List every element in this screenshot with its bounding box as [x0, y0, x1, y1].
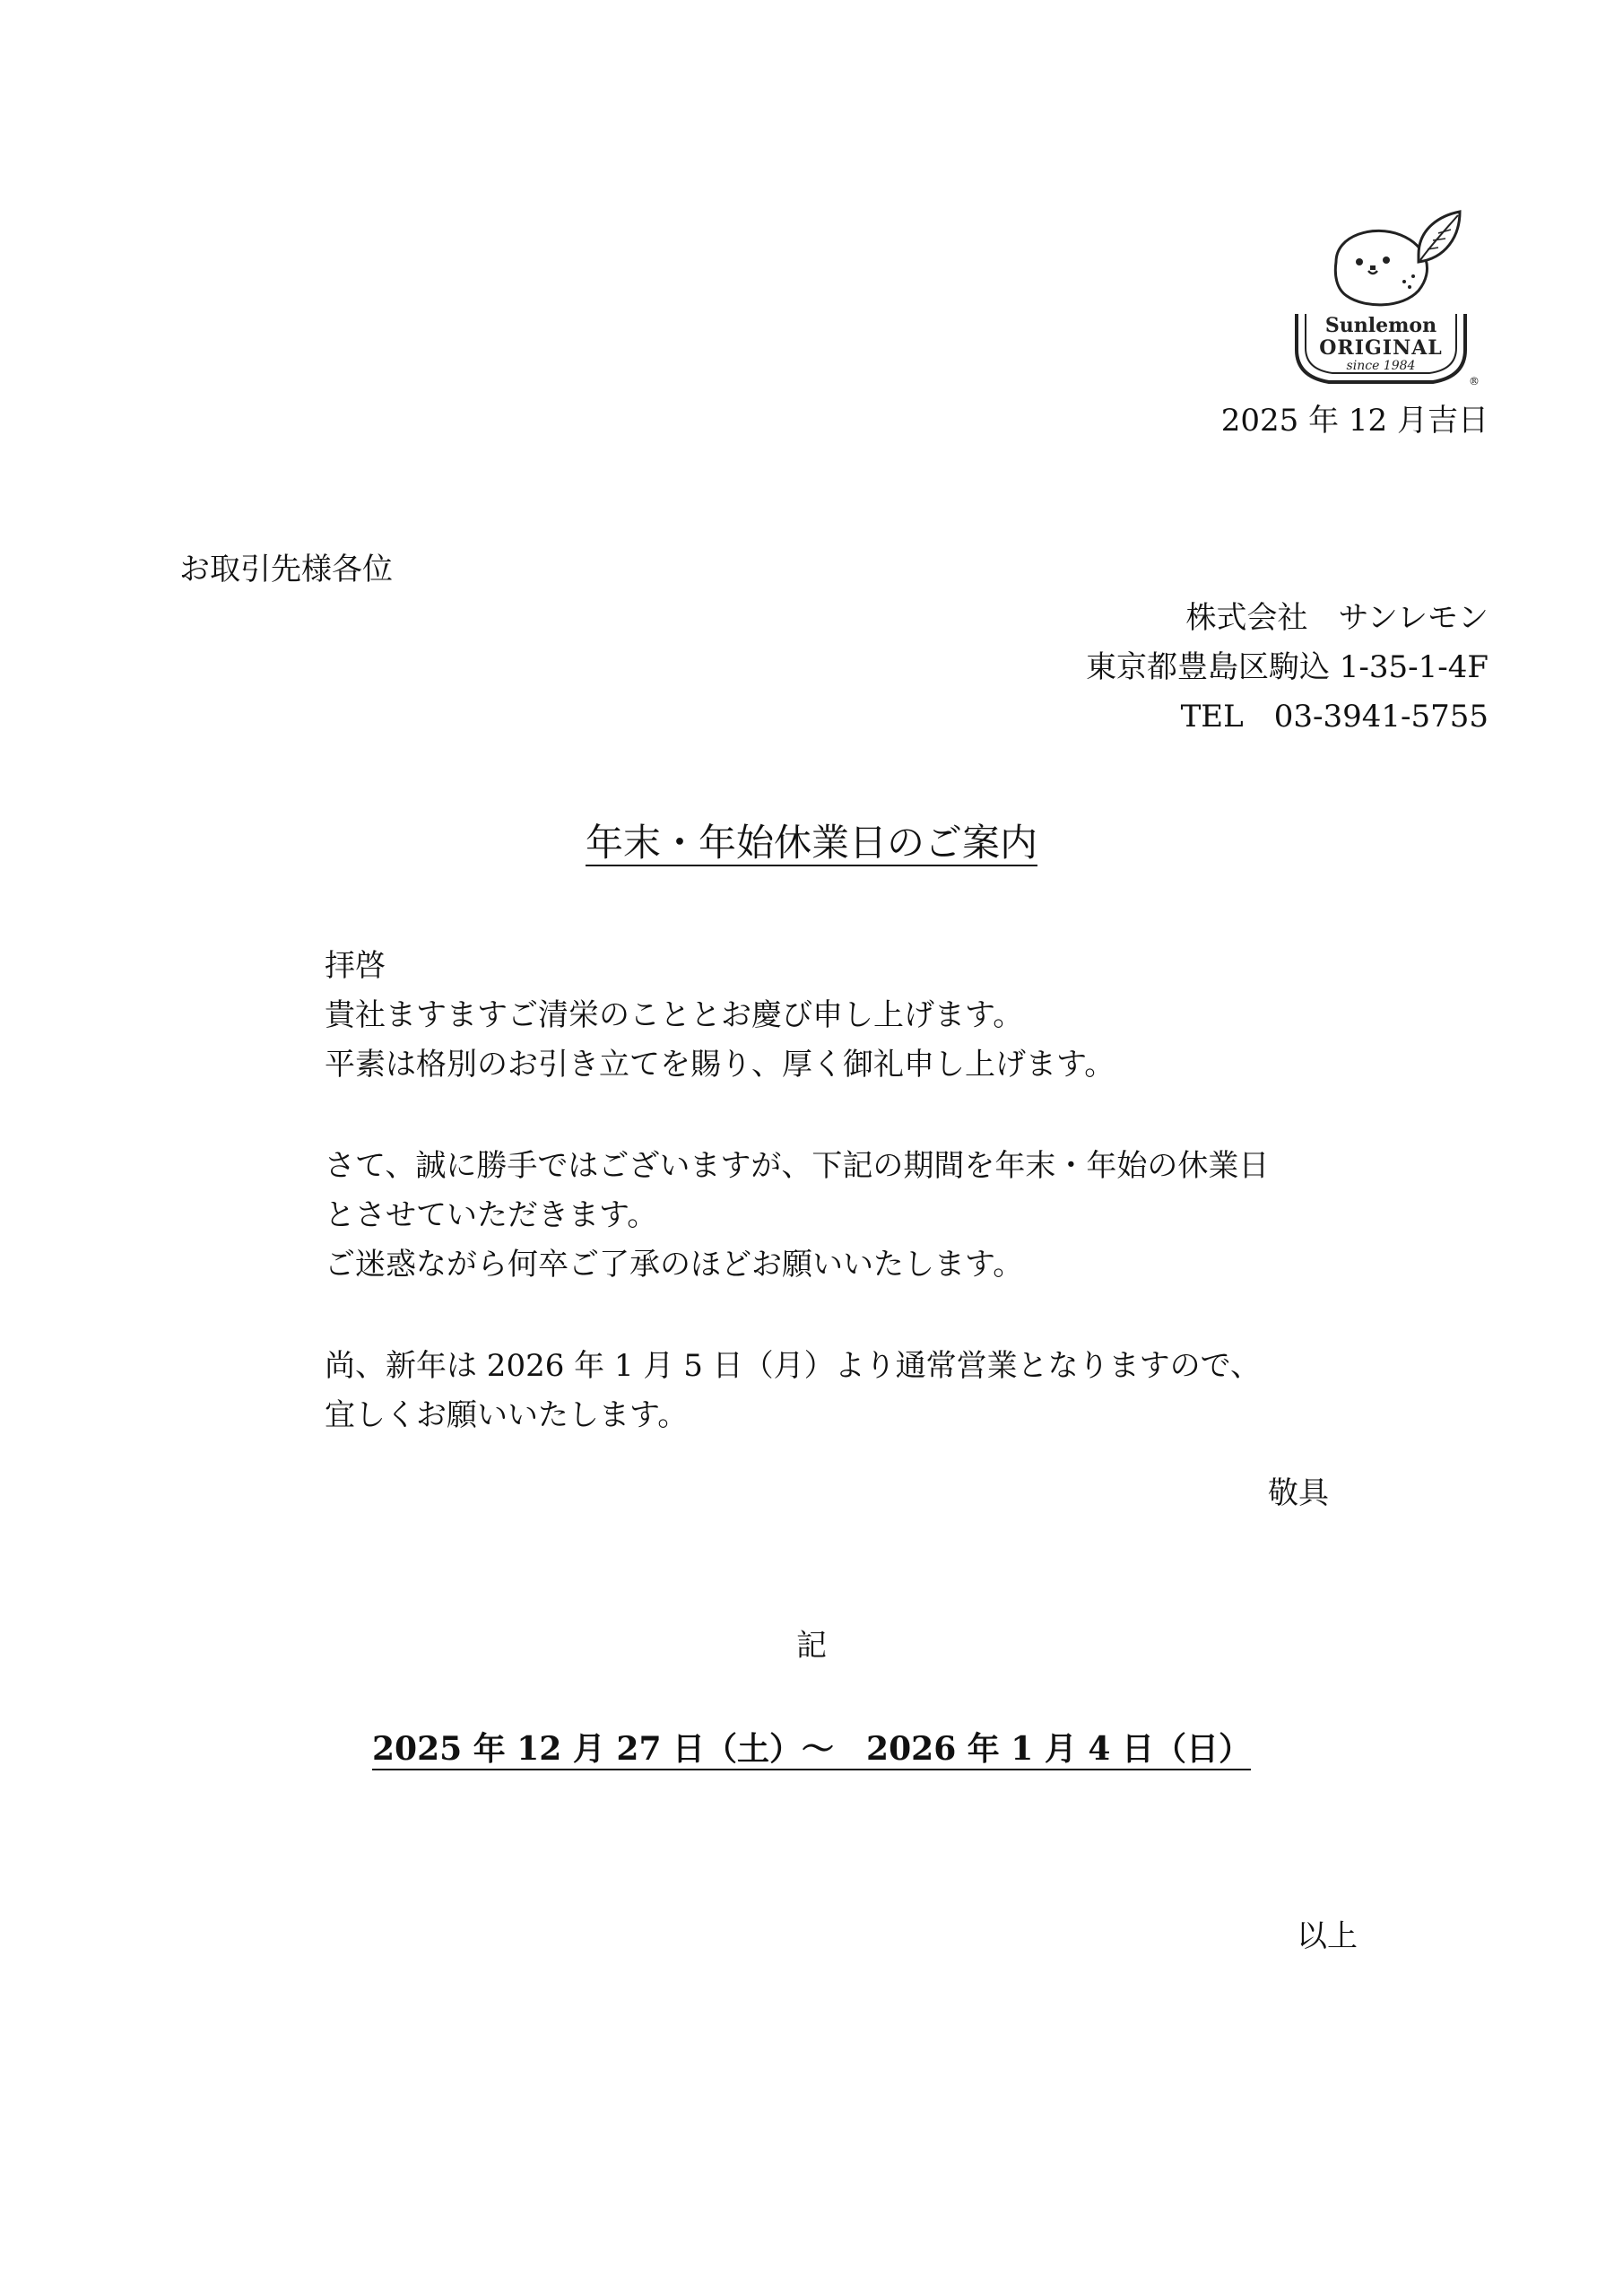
company-logo — [1284, 208, 1481, 387]
holiday-period — [0, 1724, 1623, 1770]
logo-registered-mark: ® — [1469, 375, 1480, 387]
closing-ijou: 以上 — [1297, 1918, 1358, 1954]
letter-body — [325, 942, 1356, 1440]
addressee: お取引先様各位 — [179, 552, 393, 587]
document-title — [0, 813, 1623, 867]
body-line: 平素は格別のお引き立てを賜り、厚く御礼申し上げます。 — [325, 1047, 1115, 1083]
body-line: ご迷惑ながら何卒ご了承のほどお願いいたします。 — [325, 1247, 1024, 1283]
document-title-text: 年末・年始休業日のご案内 — [585, 821, 1037, 865]
body-line: 貴社ますますご清栄のこととお慶び申し上げます。 — [325, 997, 1024, 1033]
notes-heading-ki: 記 — [796, 1628, 827, 1664]
body-line: 尚、新年は 2026 年 1 月 5 日（月）より通常営業となりますので、 — [325, 1348, 1261, 1384]
holiday-period-text: 2025 年 12 月 27 日（土）～ 2026 年 1 月 4 日（日） — [371, 1730, 1252, 1768]
logo-text-sunlemon: Sunlemon — [1324, 314, 1437, 337]
issue-date: 2025 年 12 月吉日 — [1220, 403, 1488, 439]
sender-address: 東京都豊島区駒込 1-35-1-4F — [1085, 649, 1488, 685]
sender-company: 株式会社 サンレモン — [1185, 600, 1488, 636]
closing-keigu: 敬具 — [1268, 1475, 1329, 1511]
body-line: さて、誠に勝手ではございますが、下記の期間を年末・年始の休業日 — [325, 1148, 1270, 1184]
greeting: 拝啓 — [325, 948, 386, 984]
sender-tel: TEL 03-3941-5755 — [1180, 699, 1488, 735]
logo-text-since: since 1984 — [1346, 359, 1416, 373]
logo-text-original: ORIGINAL — [1319, 336, 1443, 360]
body-line: とさせていただきます。 — [325, 1197, 658, 1233]
body-line: 宜しくお願いいたします。 — [325, 1397, 689, 1433]
